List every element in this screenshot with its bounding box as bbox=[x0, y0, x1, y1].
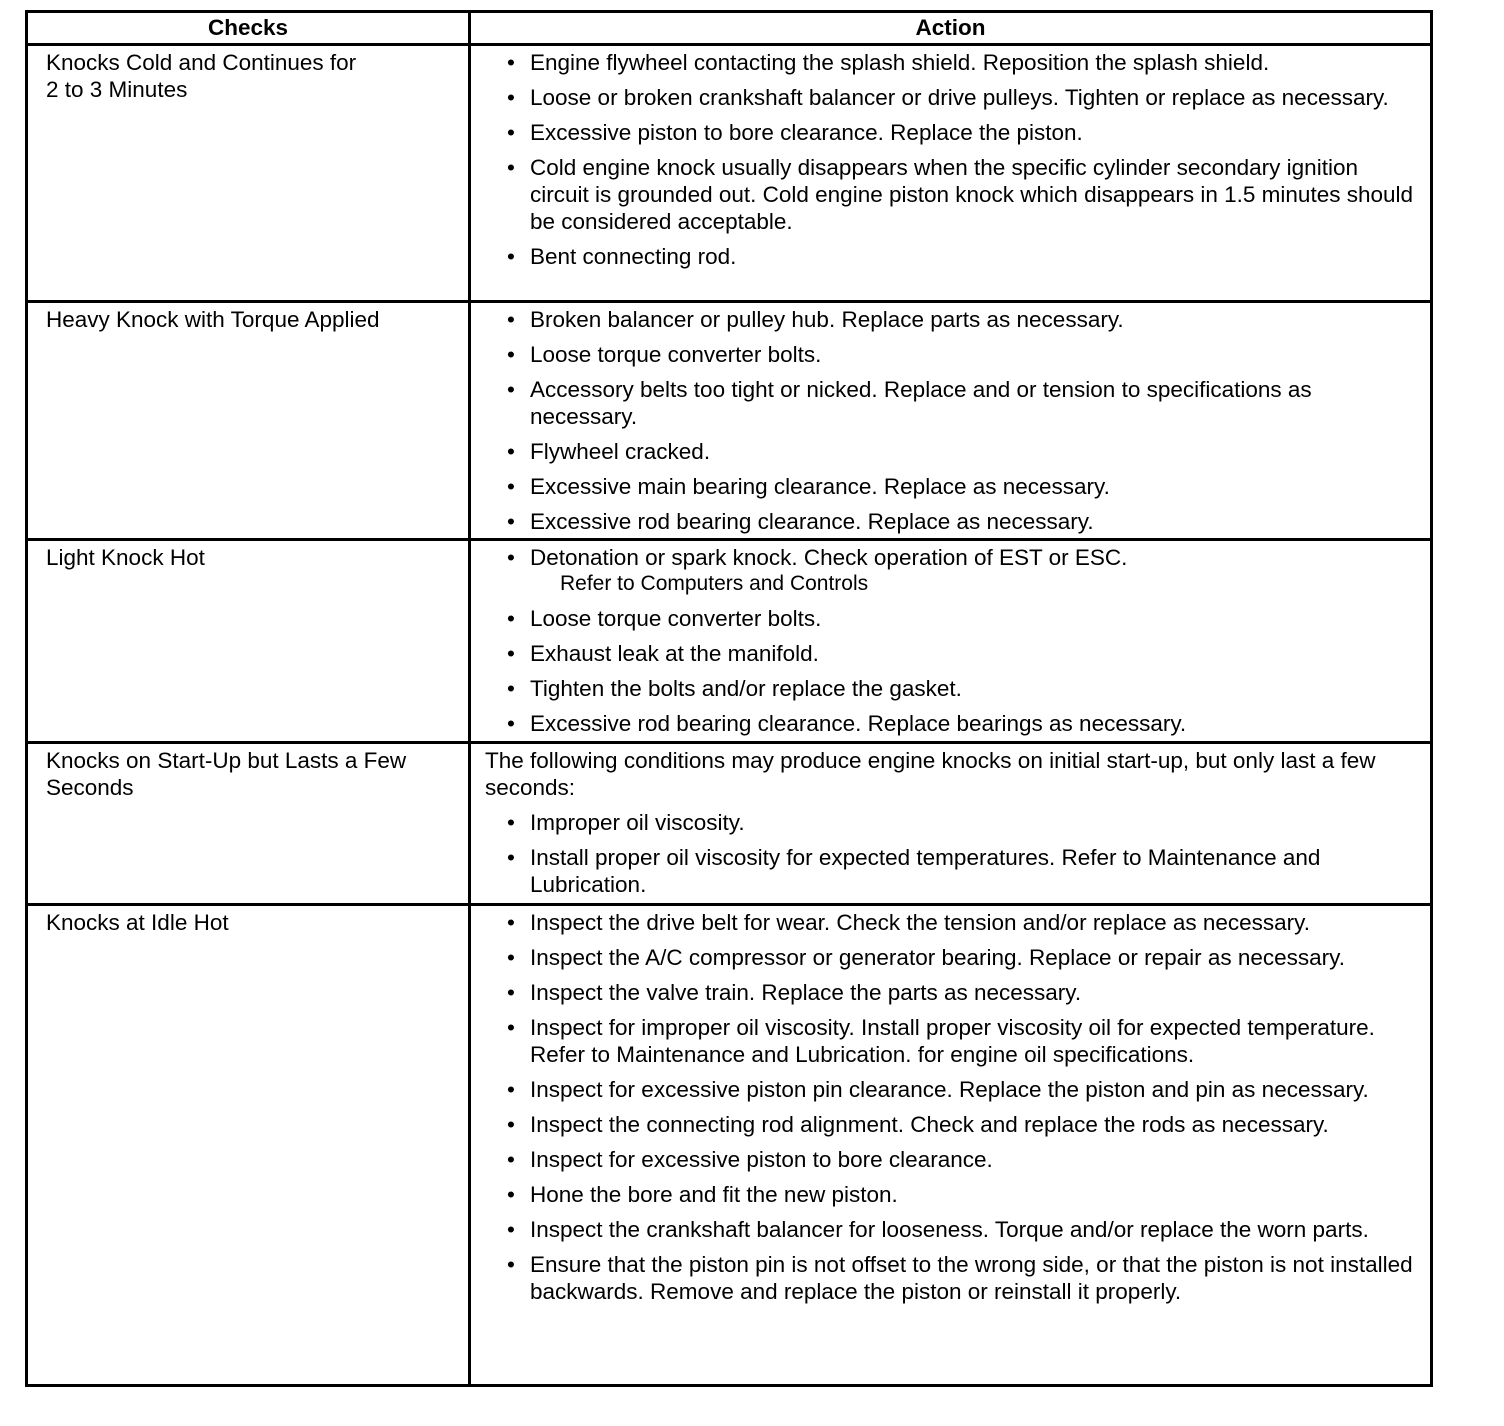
list-item bbox=[485, 605, 1420, 632]
action-cell bbox=[470, 540, 1432, 743]
list-item-text: Ensure that the piston pin is not offset to the wrong side, or that the piston is not installed backwards. Remove and replace the piston or reinstall it properly. bbox=[530, 1252, 1413, 1304]
action-list bbox=[485, 49, 1420, 270]
check-cell: Knocks at Idle Hot bbox=[27, 905, 470, 1386]
list-item-text: Install proper oil viscosity for expected temperatures. Refer to Maintenance and Lubrication. bbox=[530, 845, 1321, 897]
action-cell bbox=[470, 905, 1432, 1386]
list-item-text: Broken balancer or pulley hub. Replace parts as necessary. bbox=[530, 307, 1124, 332]
list-item-text: Inspect for excessive piston to bore clearance. bbox=[530, 1147, 993, 1172]
list-item bbox=[485, 909, 1420, 936]
list-item bbox=[485, 306, 1420, 333]
list-item bbox=[485, 1146, 1420, 1173]
list-item-text: Loose torque converter bolts. bbox=[530, 606, 822, 631]
action-list bbox=[485, 544, 1420, 737]
list-item bbox=[485, 376, 1420, 430]
list-item bbox=[485, 1076, 1420, 1103]
action-list bbox=[485, 306, 1420, 535]
table-row bbox=[27, 905, 1432, 1386]
list-item-text: Excessive rod bearing clearance. Replace as necessary. bbox=[530, 509, 1094, 534]
list-item bbox=[485, 710, 1420, 737]
list-item-text: Inspect the A/C compressor or generator bearing. Replace or repair as necessary. bbox=[530, 945, 1345, 970]
list-item bbox=[485, 1111, 1420, 1138]
table-row bbox=[27, 302, 1432, 540]
check-cell: Knocks on Start-Up but Lasts a Few Seconds bbox=[27, 743, 470, 905]
list-item bbox=[485, 1181, 1420, 1208]
list-item-text: Bent connecting rod. bbox=[530, 244, 737, 269]
list-item-text: Hone the bore and fit the new piston. bbox=[530, 1182, 898, 1207]
list-item bbox=[485, 1216, 1420, 1243]
header-row bbox=[27, 12, 1432, 45]
list-item-text: Excessive piston to bore clearance. Replace the piston. bbox=[530, 120, 1083, 145]
list-item bbox=[485, 84, 1420, 111]
list-item-text: Excessive rod bearing clearance. Replace bearings as necessary. bbox=[530, 711, 1187, 736]
list-item bbox=[485, 640, 1420, 667]
check-cell: Light Knock Hot bbox=[27, 540, 470, 743]
list-item-text: Detonation or spark knock. Check operation of EST or ESC. bbox=[530, 545, 1128, 570]
header-checks: Checks bbox=[27, 12, 470, 45]
list-item bbox=[485, 49, 1420, 76]
list-item-text: Inspect the valve train. Replace the parts as necessary. bbox=[530, 980, 1082, 1005]
list-item bbox=[485, 473, 1420, 500]
action-list bbox=[485, 809, 1420, 898]
list-item-text: Loose torque converter bolts. bbox=[530, 342, 822, 367]
action-cell bbox=[470, 302, 1432, 540]
check-cell: Knocks Cold and Continues for 2 to 3 Minutes bbox=[27, 45, 470, 302]
list-item bbox=[485, 544, 1420, 597]
table-row bbox=[27, 45, 1432, 302]
diagnosis-table bbox=[25, 10, 1433, 1387]
list-item bbox=[485, 944, 1420, 971]
list-item-text: Inspect the drive belt for wear. Check the tension and/or replace as necessary. bbox=[530, 910, 1311, 935]
action-list bbox=[485, 909, 1420, 1305]
list-item-text: Improper oil viscosity. bbox=[530, 810, 745, 835]
list-item-text: Tighten the bolts and/or replace the gasket. bbox=[530, 676, 962, 701]
list-item bbox=[485, 341, 1420, 368]
action-intro: The following conditions may produce engine knocks on initial start-up, but only last a few seconds: bbox=[485, 748, 1376, 800]
action-cell bbox=[470, 743, 1432, 905]
header-action: Action bbox=[470, 12, 1432, 45]
list-item-text: Flywheel cracked. bbox=[530, 439, 711, 464]
list-item bbox=[485, 1251, 1420, 1305]
list-item bbox=[485, 675, 1420, 702]
list-item-text: Cold engine knock usually disappears when the specific cylinder secondary ignition circuit is grounded out. Cold engine piston knock which disappears in 1.5 minutes should be considered acceptable. bbox=[530, 155, 1414, 234]
list-item bbox=[485, 1014, 1420, 1068]
list-item-note: Refer to Computers and Controls bbox=[560, 572, 869, 595]
list-item-text: Inspect the crankshaft balancer for looseness. Torque and/or replace the worn parts. bbox=[530, 1217, 1369, 1242]
list-item bbox=[485, 438, 1420, 465]
list-item-text: Inspect for excessive piston pin clearance. Replace the piston and pin as necessary. bbox=[530, 1077, 1369, 1102]
check-cell: Heavy Knock with Torque Applied bbox=[27, 302, 470, 540]
list-item bbox=[485, 809, 1420, 836]
list-item bbox=[485, 844, 1420, 898]
list-item-text: Inspect the connecting rod alignment. Check and replace the rods as necessary. bbox=[530, 1112, 1329, 1137]
list-item-text: Inspect for improper oil viscosity. Install proper viscosity oil for expected temperature. Refer to Maintenance and Lubrication. for engine oil specifications. bbox=[530, 1015, 1375, 1067]
list-item bbox=[485, 119, 1420, 146]
table-row bbox=[27, 540, 1432, 743]
list-item-text: Excessive main bearing clearance. Replace as necessary. bbox=[530, 474, 1110, 499]
action-cell bbox=[470, 45, 1432, 302]
list-item-text: Engine flywheel contacting the splash shield. Reposition the splash shield. bbox=[530, 50, 1270, 75]
list-item bbox=[485, 508, 1420, 535]
list-item bbox=[485, 979, 1420, 1006]
table-row bbox=[27, 743, 1432, 905]
list-item bbox=[485, 154, 1420, 235]
list-item-text: Loose or broken crankshaft balancer or drive pulleys. Tighten or replace as necessary. bbox=[530, 85, 1389, 110]
list-item bbox=[485, 243, 1420, 270]
list-item-text: Exhaust leak at the manifold. bbox=[530, 641, 819, 666]
list-item-text: Accessory belts too tight or nicked. Replace and or tension to specifications as necessary. bbox=[530, 377, 1312, 429]
